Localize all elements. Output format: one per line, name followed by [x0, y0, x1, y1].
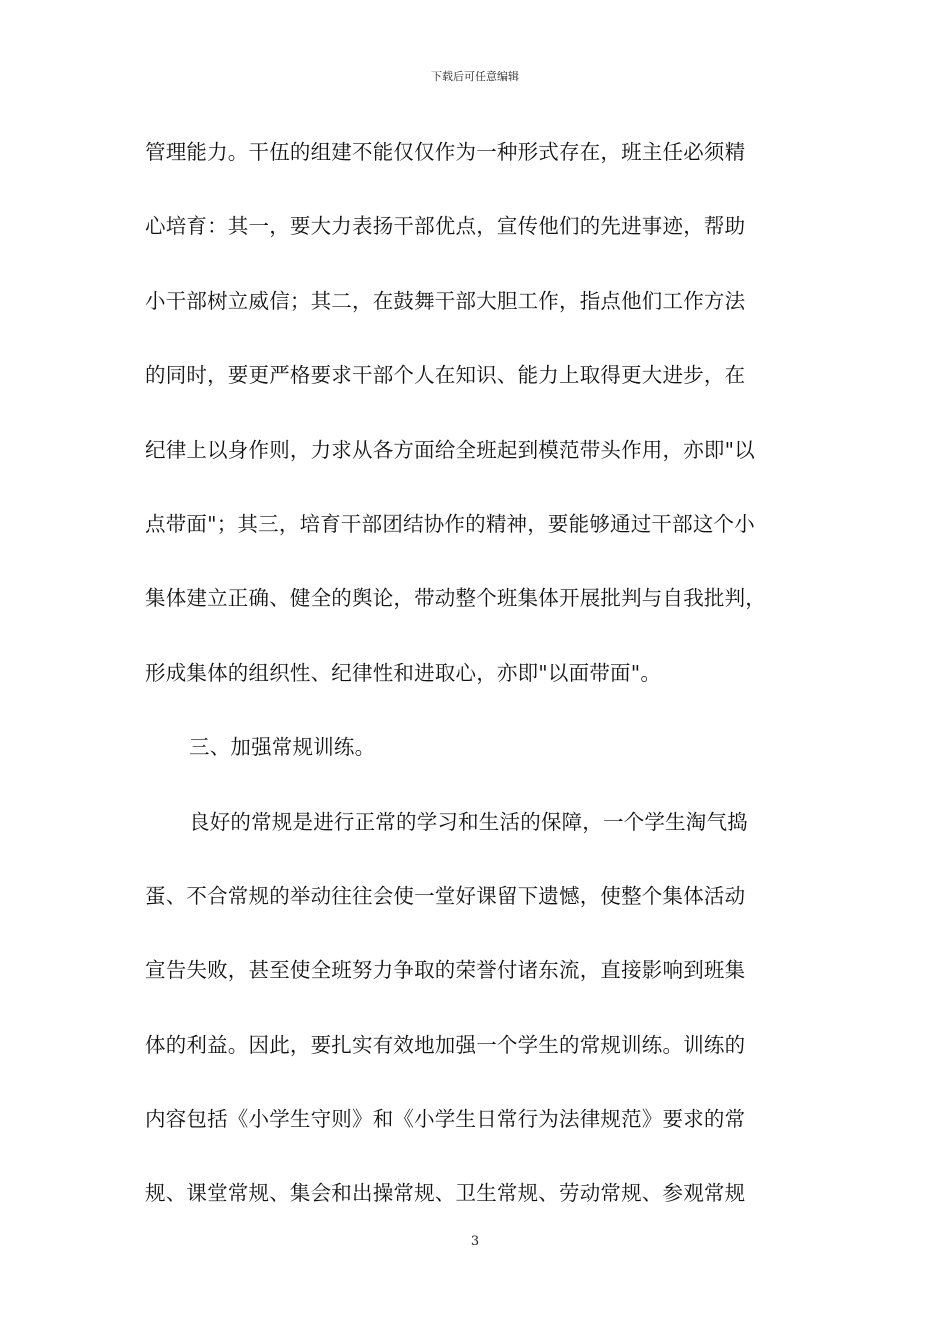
body-line: 内容包括《小学生守则》和《小学生日常行为法律规范》要求的常 — [145, 1107, 746, 1132]
body-line: 宣告失败，甚至使全班努力争取的荣誉付诸东流，直接影响到班集 — [145, 958, 746, 983]
body-line: 蛋、不合常规的举动往往会使一堂好课留下遗憾，使整个集体活动 — [145, 883, 746, 908]
body-line: 管理能力。干伍的组建不能仅仅作为一种形式存在，班主任必须精 — [145, 140, 746, 164]
body-line: 的同时，要更严格要求干部个人在知识、能力上取得更大进步，在 — [145, 363, 746, 388]
section-heading: 三、加强常规训练。 — [189, 735, 376, 760]
body-line: 点带面"；其三，培育干部团结协作的精神，要能够通过干部这个小 — [145, 511, 755, 536]
body-line: 集体建立正确、健全的舆论，带动整个班集体开展批判与自我批判， — [145, 586, 766, 611]
body-line: 形成集体的组织性、纪律性和进取心，亦即"以面带面"。 — [145, 660, 662, 685]
page-header: 下载后可任意编辑 — [431, 70, 519, 83]
body-line: 心培育：其一，要大力表扬干部优点，宣传他们的先进事迹，帮助 — [145, 214, 746, 239]
paragraph-first-line: 良好的常规是进行正常的学习和生活的保障，一个学生淘气捣 — [189, 809, 748, 834]
page-number: 3 — [470, 1234, 480, 1249]
body-line: 纪律上以身作则，力求从各方面给全班起到模范带头作用，亦即"以 — [145, 437, 755, 462]
body-line: 体的利益。因此，要扎实有效地加强一个学生的常规训练。训练的 — [145, 1032, 746, 1057]
document-body — [145, 132, 815, 1248]
body-line: 小干部树立威信；其二，在鼓舞干部大胆工作，指点他们工作方法 — [145, 288, 746, 313]
body-line: 规、课堂常规、集会和出操常规、卫生常规、劳动常规、参观常规 — [145, 1181, 746, 1206]
